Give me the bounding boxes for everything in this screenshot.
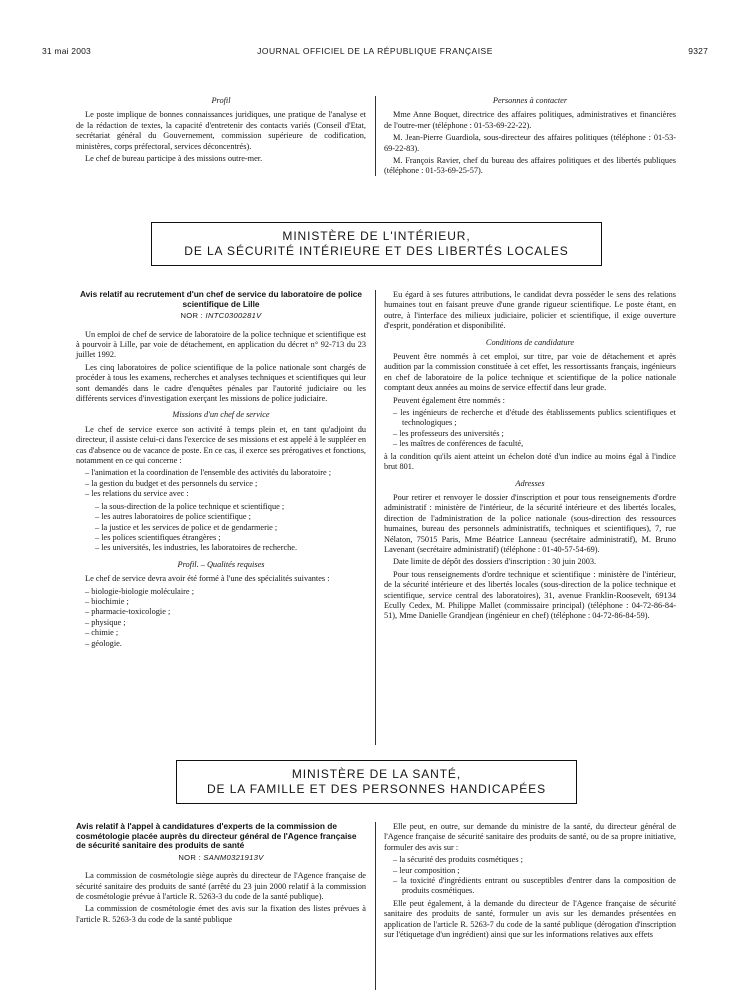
list-item: – biologie-biologie moléculaire ;	[76, 587, 366, 597]
contact-paragraph: M. Jean-Pierre Guardiola, sous-directeur des affaires politiques (téléphone : 01-53-69-22-83).	[384, 133, 676, 153]
missions-heading: Missions d'un chef de service	[172, 410, 270, 420]
list-item: – les ingénieurs de recherche et d'étude des établissements publics scientifiques et technologiques ;	[384, 408, 676, 429]
avis1-right-column	[384, 290, 676, 624]
list-item: – la gestion du budget et des personnels du service ;	[76, 479, 366, 489]
avis1-paragraph: Peuvent également être nommés :	[393, 395, 505, 405]
list-item: – les professeurs des universités ;	[384, 429, 676, 439]
avis1-paragraph: Le chef de service exerce son activité à temps plein et, en tant qu'adjoint du directeur, il assiste celui-ci dans l'exercice de ses missions et est appelé à le suppléer en cas d'absence ou de vacance de poste. En ce cas, il exerce ses prérogatives et fonctions, notamment en ce qui concerne :	[76, 424, 366, 466]
top-left-paragraph: Le chef de bureau participe à des missions outre-mer.	[85, 154, 263, 164]
ministry-line: MINISTÈRE DE L'INTÉRIEUR,	[282, 229, 471, 243]
list-item: – la sous-direction de la police technique et scientifique ;	[76, 502, 366, 512]
profil-qualites-heading: Profil. – Qualités requises	[177, 559, 265, 569]
list-item: – les universités, les industries, les laboratoires de recherche.	[76, 543, 366, 553]
missions-list	[76, 468, 366, 499]
specialites-list	[76, 587, 366, 649]
avis1-left-column	[76, 290, 366, 651]
avis1-paragraph: Pour retirer et renvoyer le dossier d'inscription et pour tous renseignements d'ordre administratif : ministère de l'intérieur, de la sécurité intérieure et des libertés locales, direction de l'administration de la police nationale (sous-direction des ressources humaines, bureau des personnels administratifs, techniques et scientifiques), 7, rue Nélaton, 75015 Paris, Mme Béatrice Lanneau (secrétaire administratif), M. Bruno Lavenant (secrétaire administratif) (téléphone : 01-40-57-54-69).	[384, 492, 676, 554]
top-left-column	[76, 96, 366, 166]
nor-label: NOR :	[180, 311, 204, 321]
list-item: – l'animation et la coordination de l'ensemble des activités du laboratoire ;	[76, 468, 366, 478]
avis1-paragraph: à la condition qu'ils aient atteint un échelon doté d'un indice au moins égal à l'indice brut 801.	[384, 451, 676, 472]
header-journal-title: JOURNAL OFFICIEL DE LA RÉPUBLIQUE FRANÇAISE	[257, 46, 493, 56]
list-item: – physique ;	[76, 618, 366, 628]
list-item: – les relations du service avec :	[76, 489, 366, 499]
list-item: – chimie ;	[76, 628, 366, 638]
avis1-paragraph: Pour tous renseignements d'ordre technique et scientifique : ministère de l'intérieur, de la sécurité intérieure et des libertés locales (sous-direction de la police technique et scientifique, service central des laboratoires), 31, avenue Franklin-Roosevelt, 69134 Ecully Cedex, M. Philippe Mallet (commissaire principal) (téléphone : 04-72-86-84-51), Mme Danielle Grandjean (ingénieur en chef) (téléphone : 04-72-86-84-59).	[384, 569, 676, 621]
avis2-paragraph: La commission de cosmétologie émet des avis sur la fixation des listes prévues à l'article R. 5263-3 du code de la santé publique	[76, 904, 366, 924]
avis1-paragraph: Le chef de service devra avoir été formé à l'une des spécialités suivantes :	[85, 574, 330, 584]
column-divider	[375, 822, 376, 990]
ministry-line: DE LA SÉCURITÉ INTÉRIEURE ET DES LIBERTÉS LOCALES	[184, 244, 569, 258]
avis1-paragraph: Les cinq laboratoires de police scientifique de la police nationale sont chargés de procéder à tous les examens, recherches et analyses techniques et scientifiques qui leur sont demandés dans le cadre d'enquêtes pénales par l'autorité judiciaire ou les différents services d'investigation exerçant les missions de police judiciaire.	[76, 362, 366, 404]
conditions-heading: Conditions de candidature	[485, 337, 575, 347]
avis1-paragraph: Un emploi de chef de service de laboratoire de la police technique et scientifique est à pourvoir à Lille, par voie de détachement, en application du décret n° 92-713 du 23 juillet 1992.	[76, 329, 366, 360]
list-item: – la justice et les services de police et de gendarmerie ;	[76, 523, 366, 533]
ministry-line: MINISTÈRE DE LA SANTÉ,	[291, 767, 462, 781]
avis2-right-column	[384, 822, 676, 990]
column-divider	[375, 96, 376, 176]
list-item: – la sécurité des produits cosmétiques ;	[384, 855, 676, 865]
adresses-heading: Adresses	[515, 478, 545, 488]
avis1-title: Avis relatif au recrutement d'un chef de service du laboratoire de police scientifique de Lille	[79, 289, 362, 309]
header-page-number: 9327	[688, 46, 708, 56]
nor-code: SANM0321913V	[203, 852, 264, 862]
list-item: – la toxicité d'ingrédients entrant ou susceptibles d'entrer dans la composition de produits cosmétiques.	[384, 876, 676, 897]
ministry-line: DE LA FAMILLE ET DES PERSONNES HANDICAPÉES	[206, 782, 546, 796]
avis2-nor	[76, 853, 366, 863]
list-item: – les autres laboratoires de police scientifique ;	[76, 512, 366, 522]
page-header	[42, 46, 708, 60]
top-left-paragraph: Le poste implique de bonnes connaissances juridiques, une pratique de l'analyse et de la rédaction de textes, la capacité d'entretenir des contacts variés (Conseil d'Etat, secrétariat général du Gouvernement, commission supérieure de codification, ministères, corps préfectoral, services déconcentrés).	[76, 110, 366, 151]
list-item: – les polices scientifiques étrangères ;	[76, 533, 366, 543]
avis1-paragraph: Eu égard à ses futures attributions, le candidat devra posséder le sens des relations humaines tout en faisant preuve d'une grande rigueur scientifique. Le poste étant, en outre, à l'interface des milieux judiciaire, policier et scientifique, il exige ouverture d'esprit, pondération et disponibilité.	[384, 290, 676, 331]
list-item: – biochimie ;	[76, 597, 366, 607]
avis1-paragraph: Date limite de dépôt des dossiers d'inscription : 30 juin 2003.	[393, 557, 597, 567]
contacts-heading: Personnes à contacter	[492, 96, 568, 105]
top-right-column	[384, 96, 676, 179]
relations-list	[76, 502, 366, 554]
list-item: – les maîtres de conférences de faculté,	[384, 439, 676, 449]
avis1-nor	[76, 311, 366, 321]
avis2-title: Avis relatif à l'appel à candidatures d'experts de la commission de cosmétologie placée auprès du directeur général de l'Agence française de sécurité sanitaire des produits de santé	[76, 822, 357, 851]
column-divider	[375, 290, 376, 745]
profil-heading: Profil	[211, 96, 231, 105]
nor-label: NOR :	[178, 852, 201, 862]
avis1-paragraph: Peuvent être nommés à cet emploi, sur titre, par voie de détachement et après audition par la commission constituée à cet effet, les ressortissants français, ingénieurs en chef de laboratoire de la police technique et scientifique de la police nationale comptant deux années au moins de service effectif dans leur grade.	[384, 352, 676, 393]
avis2-left-column	[76, 822, 366, 990]
nor-code: INTC0300281V	[205, 311, 262, 321]
avis2-paragraph: La commission de cosmétologie siège auprès du directeur de l'Agence française de sécurité sanitaire des produits de santé (arrêté du 23 juin 2000 relatif à la commission de cosmétologie prévue à l'article R. 5263-3 du code de la santé publique).	[76, 871, 366, 901]
list-item: – géologie.	[76, 639, 366, 649]
list-item: – pharmacie-toxicologie ;	[76, 607, 366, 617]
ministry-sante-box	[176, 760, 577, 804]
header-date: 31 mai 2003	[42, 46, 91, 56]
avis2-list	[384, 855, 676, 897]
ministry-interieur-box	[151, 222, 602, 266]
avis2-paragraph: Elle peut également, à la demande du directeur de l'Agence française de sécurité sanitaire des produits de santé, formuler un avis sur les demandes présentées en application de l'article R. 5263-7 du code de la santé publique (dérogation d'inscription sur l'étiquetage d'un ingrédient) ainsi que sur les informations relatives aux effets	[384, 898, 676, 940]
conditions-list	[384, 408, 676, 450]
list-item: – leur composition ;	[384, 866, 676, 876]
avis2-paragraph: Elle peut, en outre, sur demande du ministre de la santé, du directeur général de l'Agence française de sécurité sanitaire des produits de santé, ou de sa propre initiative, formuler des avis sur :	[384, 822, 676, 852]
contact-paragraph: Mme Anne Boquet, directrice des affaires politiques, administratives et financières de l'outre-mer (téléphone : 01-53-69-22-22).	[384, 110, 676, 130]
contact-paragraph: M. François Ravier, chef du bureau des affaires politiques et des libertés publiques (téléphone : 01-53-69-25-57).	[384, 156, 676, 176]
